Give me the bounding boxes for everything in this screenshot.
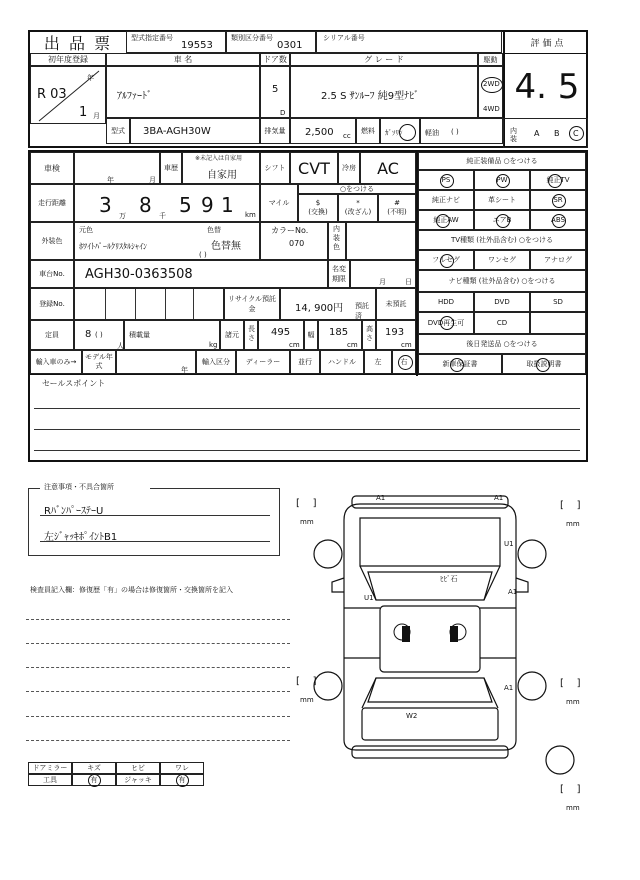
recycle-value: 14, 900円 [295,303,344,314]
inspection-label: 車検 [30,152,74,184]
damage-a1-front-left: A1 [376,494,386,502]
equip-airbag-circle [496,214,510,228]
tire-bracket-fr: [ ] [560,500,581,511]
inspector-line-3 [26,667,290,668]
displacement-cell [290,118,356,144]
int-color-label: 内装色 [333,225,340,251]
height-cell [376,320,416,350]
capacity-paren: ( ) [95,331,103,339]
color-no-value: 070 [289,239,305,248]
car-name-value: ｱﾙﾌｧｰﾄﾞ [117,91,152,102]
notes-box-top-left [28,488,40,489]
navi-dvd-play-label: DVD再生可 [427,319,465,327]
later-warranty-label: 新車保証書 [442,360,478,368]
mileage-man: 万 [119,212,126,220]
damage-a1-mid: A1 [508,588,518,596]
equip-aw-circle [436,214,450,228]
handle-label: ハンドル [320,350,364,374]
width-value: 185 [329,327,349,338]
len-label: 長さ [248,325,255,342]
name-change-cell [350,260,416,288]
mileage-circle-note: ○をつける [298,184,416,194]
tire-bracket-rl: [ ] [296,676,317,687]
fuel-gasoline: ｶﾞｿﾘﾝ [385,129,403,137]
type-no-cell [126,31,226,53]
orig-color-label: 元色 [79,226,93,234]
color-no-cell [260,222,328,260]
inspection-month-unit: 月 [149,176,156,184]
form-title: 出 品 票 [43,33,113,53]
equip-leather [474,190,530,210]
model-label: 型式 [106,118,130,144]
tv-analog [530,250,586,270]
tire-spare-mm: mm [566,804,580,812]
width-unit: cm [347,341,358,349]
import-type-label: 輸入区分 [196,350,236,374]
shift-value: CVT [290,152,338,184]
navi-sd-label: SD [553,298,563,306]
damage-w2: W2 [406,712,418,720]
navi-title: ナビ種類 (社外品含む) ○をつける [418,270,586,292]
drive-label: 駆動 [478,53,503,66]
mileage-altered: * (改ざん) [338,194,378,222]
fuel-label: 燃料 [356,118,380,144]
height-value: 193 [385,327,405,338]
inspector-line-1 [26,619,290,620]
tv-fullseg-circle [440,254,454,268]
door-type-value: D [280,109,286,117]
height-unit: cm [401,341,412,349]
len-label-cell [244,320,258,350]
first-reg-cell [30,66,106,124]
legend-jack-circle [176,774,189,787]
mileage-label: 走行距離 [30,184,74,222]
navi-dvd-play-circle [440,316,454,330]
notes-underline-1 [40,515,270,516]
first-reg-month: 1 [79,105,88,120]
notes-line-1: RﾊﾞﾝﾊﾟｰｽﾃｰU [44,506,104,517]
height-label-cell [362,320,376,350]
navi-dvd [474,292,530,312]
name-change-day: 日 [405,278,412,286]
later-manual-label: 取扱説明書 [526,360,562,368]
history-note: ※未記入は自家用 [195,155,243,162]
ext-color-label: 外装色 [30,222,74,260]
equip-sr-circle [552,194,566,208]
recycle-unpaid: 未預託 [376,288,416,320]
equip-sr-label: SR [553,196,563,204]
equip-navi [418,190,474,210]
int-color-label-cell [328,222,346,260]
tire-fl-mm: mm [300,518,314,526]
repaint-value: 色替無 [211,241,241,252]
fuel-light-oil: 軽油 [425,129,439,137]
notes-box-top-right [150,488,280,489]
type-no-value: 19553 [181,40,213,51]
evaluation-score: 4. 5 [514,67,580,107]
equipment-title: 純正装備品 ○をつける [418,152,586,170]
score-divider-h [503,53,588,54]
interior-label: 内装 [510,127,517,143]
int-color-cell [346,222,416,260]
equip-tv-label: 純正TV [546,176,570,184]
history-value: 自家用 [207,170,237,181]
dims-label: 諸元 [220,320,244,350]
recycle-label: リサイクル預託金 [224,288,280,320]
mileage-mile: マイル [260,184,298,222]
equip-abs-circle [552,214,566,228]
legend-break: ワレ [160,762,204,774]
inspector-label: 検査員記入欄：修復歴「有」の場合は修復箇所・交換箇所を記入 [30,586,233,594]
tv-fullseg-label: フルセグ [432,256,460,264]
equip-pw-circle [496,174,510,188]
class-no-cell [226,31,316,53]
reg-no-label: 登録No. [30,288,74,320]
legend-tools-circle [88,774,101,787]
sales-point-label: セールスポイント [42,379,106,388]
tire-rl-mm: mm [300,696,314,704]
length-value: 495 [271,327,291,338]
grade-cell [290,66,478,118]
legend-tools: 工具 [28,774,72,786]
ext-color-cell [74,222,260,260]
interior-b: B [554,129,560,138]
import-label: 輸入車のみ→ [30,350,82,374]
mileage-digit-2: 8 [139,193,152,217]
later-title: 後日発送品 ○をつける [418,334,586,354]
color-no-label: カラーNo. [271,226,309,235]
mileage-cell [74,184,260,222]
chassis-value: AGH30-0363508 [85,267,193,282]
model-year-label: モデル年式 [82,350,116,374]
chassis-cell [74,260,328,288]
inspection-cell [74,152,160,184]
notes-title: 注意事項・不具合箇所 [44,483,114,491]
grade-label: グ レ ー ド [290,53,478,66]
equip-tv-circle [548,174,562,188]
first-reg-label: 初年度登録 [30,53,106,66]
fuel-light-oil-cell [420,118,503,144]
mileage-sen: 千 [159,212,166,220]
legend-jack-value: 有 [160,774,204,786]
score-title: 評 価 点 [530,38,564,49]
model-year-cell [116,350,196,374]
drive-2wd: 2WD [483,80,500,88]
tire-bracket-fl: [ ] [296,498,317,509]
interior-circle [569,126,584,141]
displacement-unit: cc [343,132,351,140]
name-change-label-cell [328,260,350,288]
navi-blank [530,312,586,334]
type-no-label: 型式指定番号 [131,34,173,42]
sales-divider [30,374,586,375]
tire-fr-mm: mm [566,520,580,528]
ac-value: AC [360,152,416,184]
tv-oneseg-label: ワンセグ [488,256,516,264]
inspector-line-5 [26,716,290,717]
reg-no-cell [74,288,224,320]
tv-analog-label: アナログ [544,256,572,264]
class-no-label: 類別区分番号 [231,34,273,42]
sales-line-3 [34,450,580,451]
legend-scratch: キズ [72,762,116,774]
class-no-value: 0301 [277,40,303,51]
handle-right-cell [392,350,416,374]
equip-abs-label: ABS [551,216,565,224]
width-label: 幅 [304,320,318,350]
inspector-line-6 [26,740,290,741]
drive-cell [478,66,503,118]
shift-label: シフト [260,152,290,184]
repaint-paren: ( ) [199,251,207,259]
car-diagram [290,488,590,808]
drive-4wd: 4WD [483,105,500,113]
history-label: 車歴 [160,152,182,184]
equip-ps-label: PS [441,176,451,184]
navi-sd [530,292,586,312]
load-cell [124,320,220,350]
tire-bracket-rr: [ ] [560,678,581,689]
model-cell [130,118,260,144]
notes-underline-2 [40,541,270,542]
length-unit: cm [289,341,300,349]
recycle-cell [280,288,376,320]
color-name: ﾎﾜｲﾄﾊﾟｰﾙｸﾘｽﾀﾙｼｬｲﾝ [79,242,147,251]
grade-value: 2.5 S ｻﾝﾙｰﾌ 純9型ﾅﾋﾞ [321,91,420,102]
legend-crack: ヒビ [116,762,160,774]
equip-airbag-label: エアB [492,216,512,224]
name-change-label: 名変期限 [332,265,346,283]
sales-line-1 [34,408,580,409]
recycle-paid: 預託済 [355,302,369,320]
doors-label: ドア数 [260,53,290,66]
load-unit: kg [209,341,218,349]
serial-cell [316,31,502,53]
car-name-label: 車 名 [106,53,260,66]
mileage-digit-1: 3 [99,193,112,217]
handle-circle [398,355,413,370]
capacity-label: 定員 [30,320,74,350]
mileage-digit-5: 1 [221,193,234,217]
damage-a1-rear: A1 [504,684,514,692]
displacement-label: 排気量 [260,118,290,144]
model-year-unit: 年 [181,366,188,374]
width-cell [318,320,362,350]
navi-hdd [418,292,474,312]
model-value: 3BA-AGH30W [143,126,211,137]
sales-line-2 [34,429,580,430]
fuel-gasoline-cell [380,118,420,144]
damage-a1-front-right: A1 [494,494,504,502]
serial-label: シリアル番号 [323,34,365,42]
name-change-month: 月 [379,278,386,286]
first-reg-era: R 03 [37,87,67,102]
handle-left: 左 [364,350,392,374]
handle-right: 右 [400,358,408,366]
car-name-cell [106,66,260,118]
doors-value: 5 [272,84,279,95]
interior-c: C [573,129,579,138]
import-parallel: 並行 [290,350,320,374]
damage-chip: ﾋﾋﾞ石 [440,575,458,583]
chassis-label: 車台No. [30,260,74,288]
notes-line-2: 左ｼﾞｬｯｷﾎﾟｲﾝﾄB1 [44,532,118,543]
length-cell [258,320,304,350]
equip-navi-label: 純正ナビ [432,196,460,204]
equip-pw-label: PW [496,176,508,184]
mileage-exchange: $ (交換) [298,194,338,222]
tire-bracket-spare: [ ] [560,784,581,795]
legend-door-mirror: ドアミラー [28,762,72,774]
notes-box [28,488,280,556]
equip-leather-label: 革シート [488,196,516,204]
interior-a: A [534,129,540,138]
mileage-digit-4: 9 [201,193,214,217]
mileage-digit-3: 5 [179,193,192,217]
damage-u1-left: U1 [364,594,374,602]
capacity-cell [74,320,124,350]
capacity-unit: 人 [117,342,124,350]
navi-cd-label: CD [496,319,508,327]
inspector-line-4 [26,691,290,692]
repaint-label: 色替 [207,226,221,234]
capacity-value: 8 [85,329,92,340]
equip-ps-circle [440,174,454,188]
later-warranty-circle [450,358,464,372]
ac-label: 冷房 [338,152,360,184]
interior-grade-cell [503,118,588,148]
first-reg-year-unit: 年 [87,74,94,82]
inspector-line-2 [26,643,290,644]
equip-aw-label: 純正AW [433,216,459,224]
legend-tools-value: 有 [72,774,116,786]
tv-oneseg [474,250,530,270]
fuel-circle [399,124,416,141]
height-label: 高さ [366,325,373,342]
inspection-year-unit: 年 [107,176,114,184]
history-cell [182,152,260,184]
later-manual-circle [536,358,550,372]
mileage-km: km [245,211,256,219]
navi-hdd-label: HDD [437,298,455,306]
import-dealer: ディーラー [236,350,290,374]
navi-dvd-label: DVD [494,298,510,306]
tire-rr-mm: mm [566,698,580,706]
legend-jack: ジャッキ [116,774,160,786]
navi-cd [474,312,530,334]
first-reg-month-unit: 月 [93,112,100,120]
tv-title: TV種類 (社外品含む) ○をつける [418,230,586,250]
mileage-unknown: # (不明) [378,194,416,222]
fuel-other: ( ) [451,128,459,136]
displacement-value: 2,500 [305,127,334,138]
load-label: 積載量 [129,331,150,339]
doors-cell [260,66,290,118]
damage-u1-right: U1 [504,540,514,548]
